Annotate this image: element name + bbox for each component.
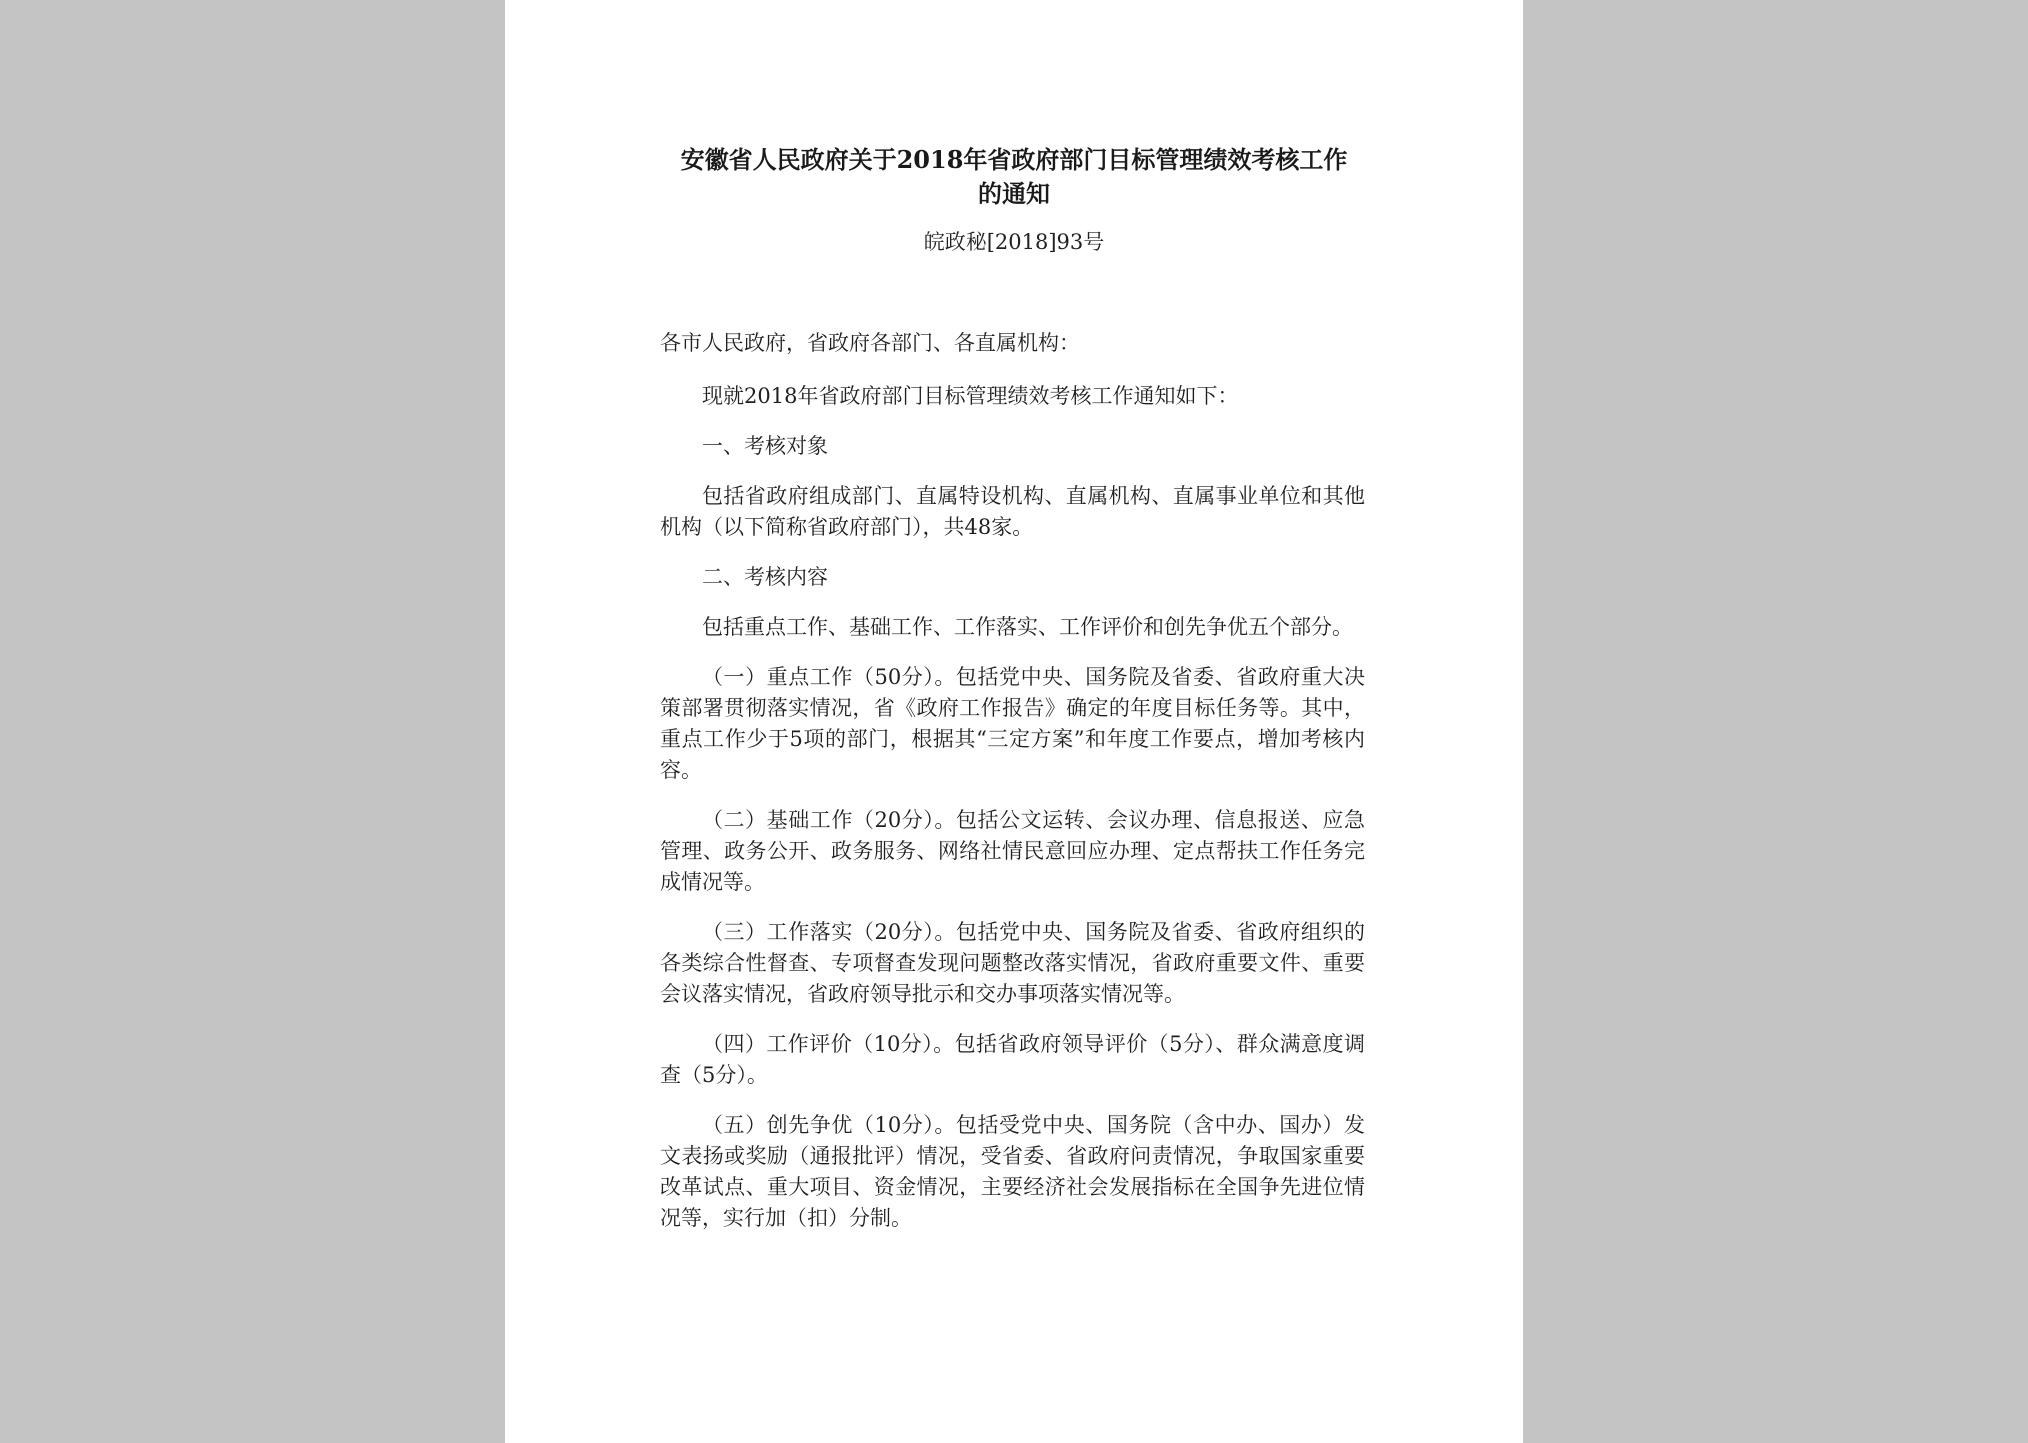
paragraph-basic-work: （二）基础工作（20分）。包括公文运转、会议办理、信息报送、应急管理、政务公开、政务服务、网络社情民意回应办理、定点帮扶工作任务完成情况等。 <box>660 808 1365 894</box>
document-title-line2: 的通知 <box>978 179 1050 208</box>
paragraph-key-work: （一）重点工作（50分）。包括党中央、国务院及省委、省政府重大决策部署贯彻落实情况，省《政府工作报告》确定的年度目标任务等。其中，重点工作少于5项的部门，根据其“三定方案”和年度工作要点，增加考核内容。 <box>660 665 1365 782</box>
section-heading-1: 一、考核对象 <box>702 434 828 458</box>
paragraph-assessment-content: 包括重点工作、基础工作、工作落实、工作评价和创先争优五个部分。 <box>702 615 1353 639</box>
intro-paragraph: 现就2018年省政府部门目标管理绩效考核工作通知如下： <box>702 384 1239 408</box>
document-number: 皖政秘[2018]93号 <box>923 230 1105 254</box>
section-heading-2: 二、考核内容 <box>702 565 828 589</box>
document-title-line1: 安徽省人民政府关于2018年省政府部门目标管理绩效考核工作 <box>680 145 1348 174</box>
document-page <box>505 0 1523 1443</box>
document-body <box>660 328 1365 1253</box>
paragraph-assessment-targets: 包括省政府组成部门、直属特设机构、直属机构、直属事业单位和其他机构（以下简称省政府部门），共48家。 <box>660 484 1365 539</box>
paragraph-excellence: （五）创先争优（10分）。包括受党中央、国务院（含中办、国办）发文表扬或奖励（通报批评）情况，受省委、省政府问责情况，争取国家重要改革试点、重大项目、资金情况，主要经济社会发展指标在全国争先进位情况等，实行加（扣）分制。 <box>660 1113 1365 1230</box>
paragraph-evaluation: （四）工作评价（10分）。包括省政府领导评价（5分）、群众满意度调查（5分）。 <box>660 1032 1365 1087</box>
salutation: 各市人民政府，省政府各部门、各直属机构： <box>660 331 1080 355</box>
paragraph-implementation: （三）工作落实（20分）。包括党中央、国务院及省委、省政府组织的各类综合性督查、专项督查发现问题整改落实情况，省政府重要文件、重要会议落实情况，省政府领导批示和交办事项落实情况等。 <box>660 920 1365 1006</box>
